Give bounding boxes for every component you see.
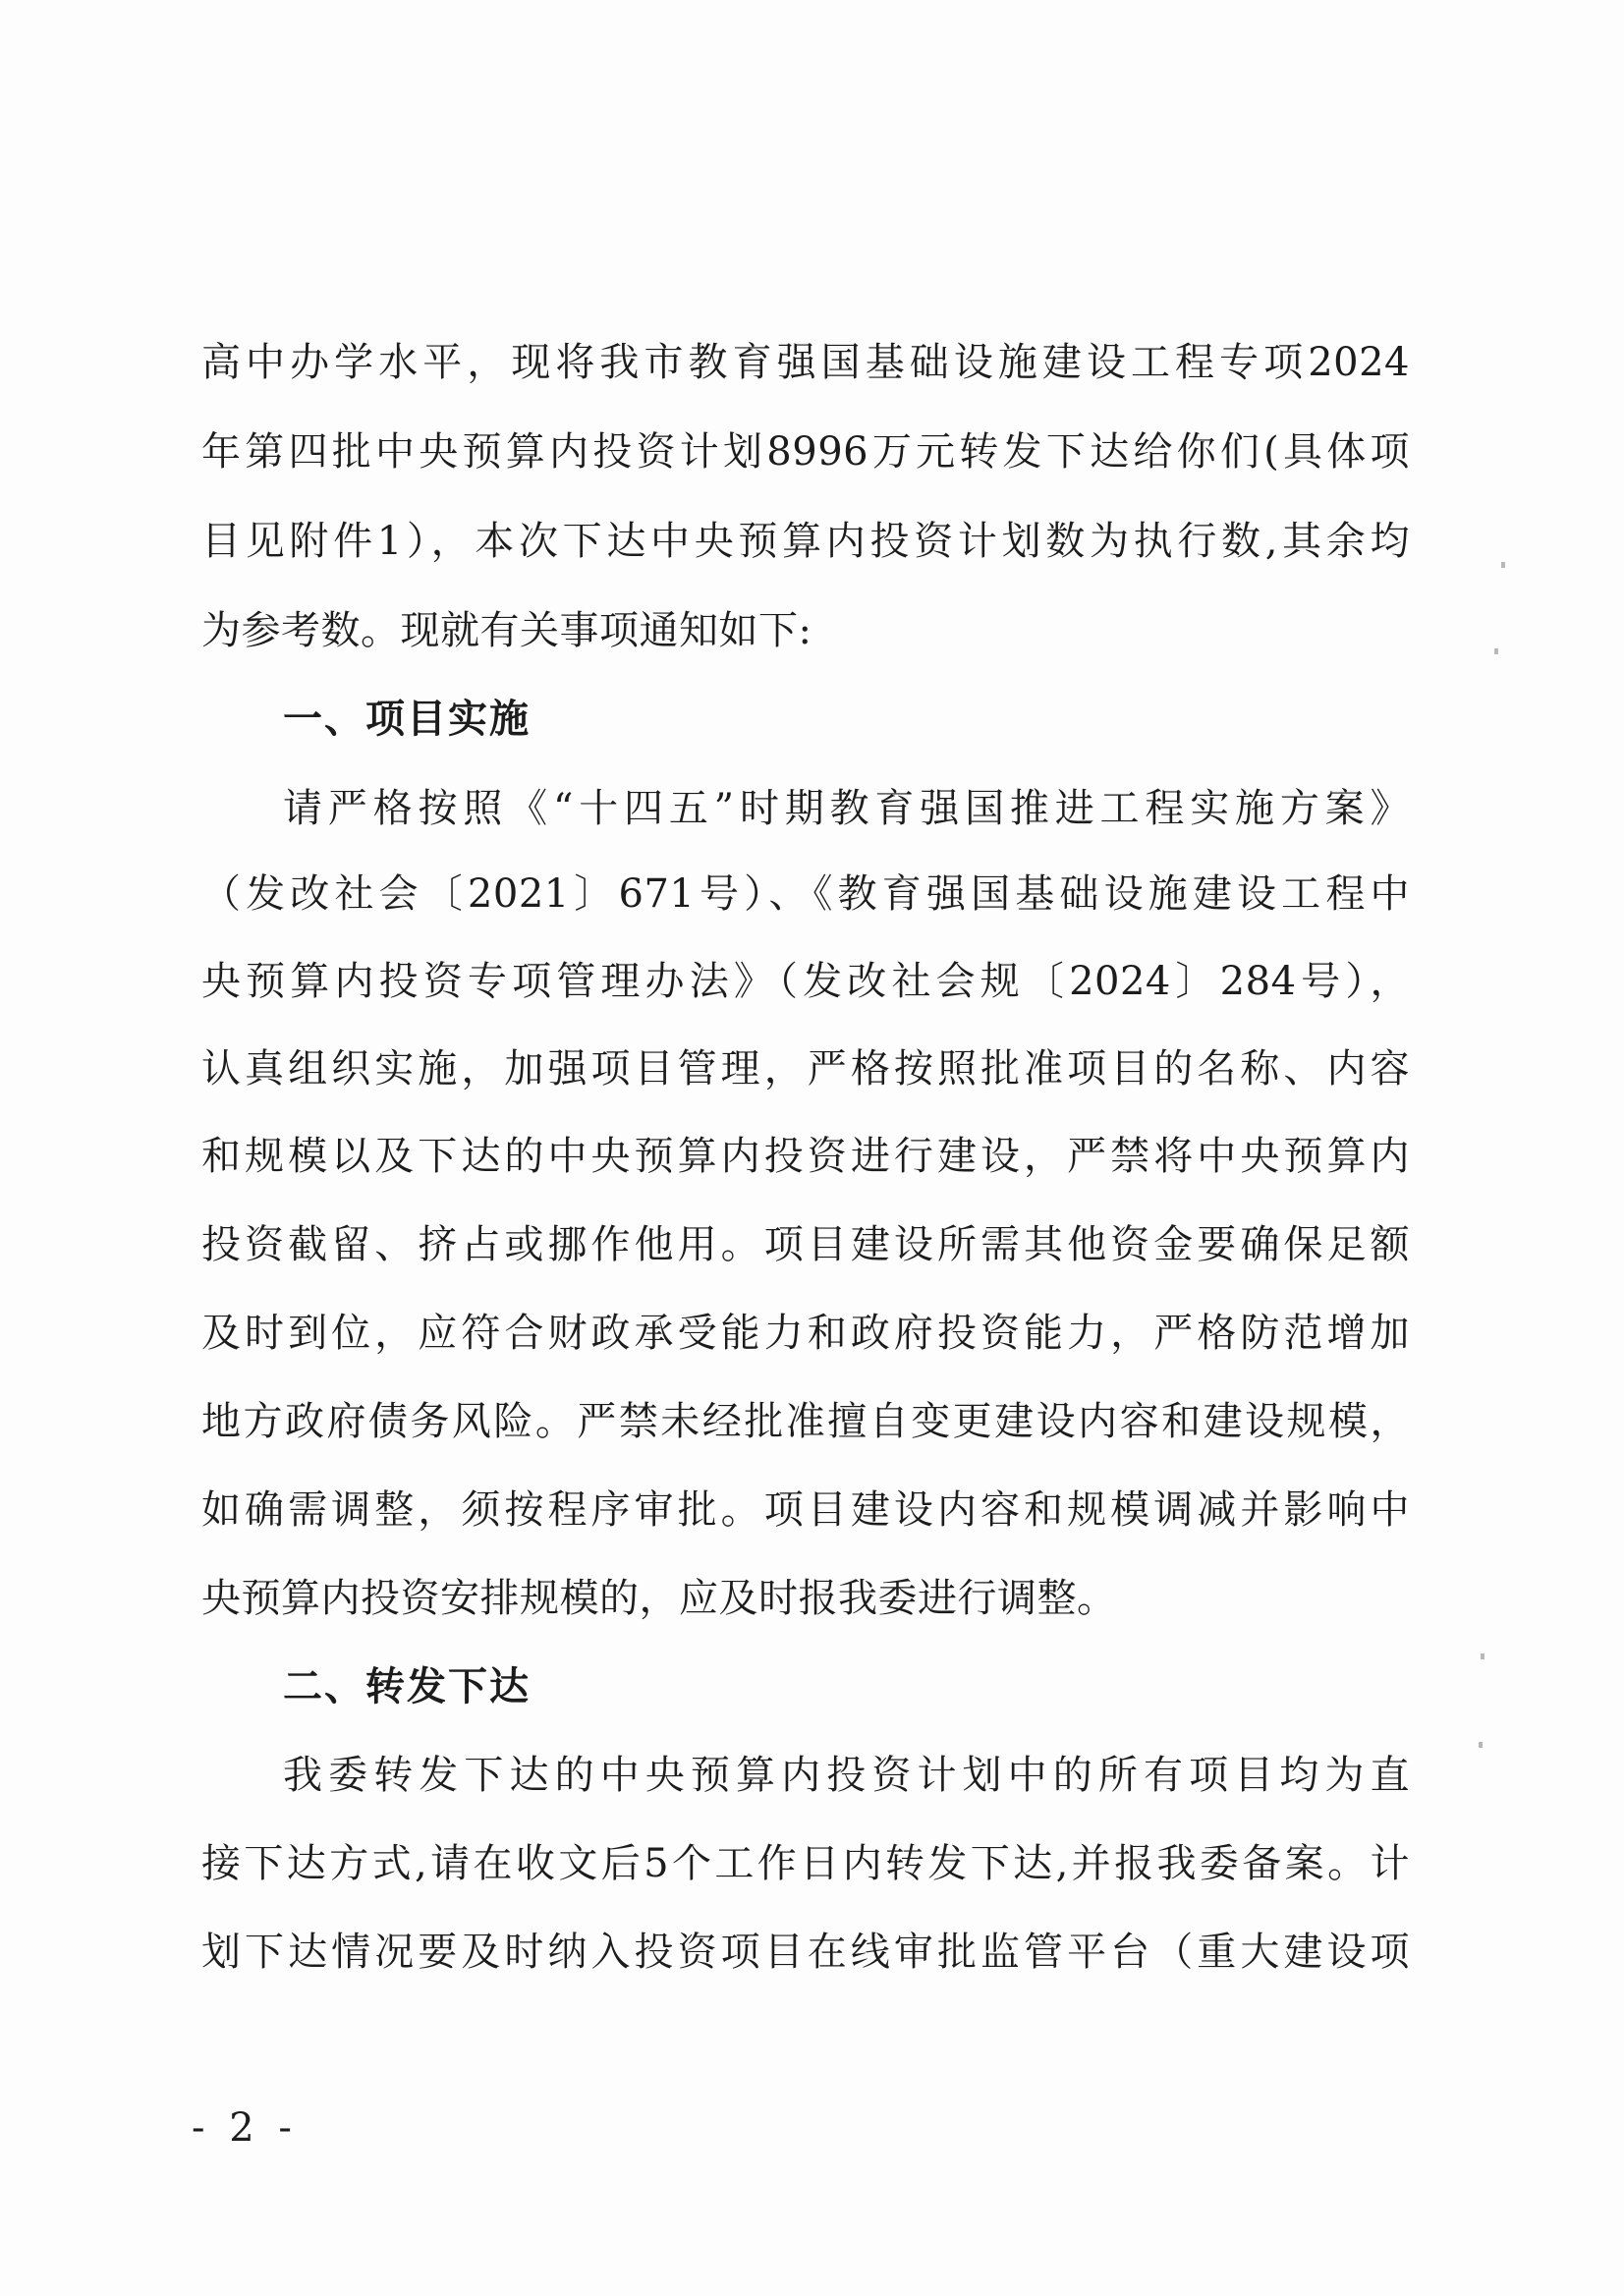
- section-heading-2: 二、转发下达: [283, 1664, 531, 1709]
- body-line-7: （发改社会〔2021〕671号）、《教育强国基础设施建设工程中: [201, 871, 1410, 917]
- body-line-18: 接下达方式,请在收文后5个工作日内转发下达,并报我委备案。计: [201, 1841, 1410, 1886]
- body-line-8: 央预算内投资专项管理办法》（发改社会规〔2024〕284号），: [201, 959, 1410, 1004]
- body-line-15: 央预算内投资安排规模的，应及时报我委进行调整。: [201, 1576, 1117, 1621]
- page-number: - 2 -: [192, 2105, 298, 2151]
- body-line-4: 为参考数。现就有关事项通知如下:: [201, 608, 812, 653]
- body-line-1: 高中办学水平，现将我市教育强国基础设施建设工程专项2024: [201, 340, 1410, 385]
- body-line-12: 及时到位，应符合财政承受能力和政府投资能力，严格防范增加: [201, 1311, 1410, 1356]
- body-line-19: 划下达情况要及时纳入投资项目在线审批监管平台（重大建设项: [201, 1930, 1410, 1975]
- body-line-2: 年第四批中央预算内投资计划8996万元转发下达给你们(具体项: [201, 429, 1410, 475]
- body-line-14: 如确需调整，须按程序审批。项目建设内容和规模调减并影响中: [201, 1487, 1410, 1533]
- body-line-3: 目见附件1），本次下达中央预算内投资计划数为执行数,其余均: [201, 519, 1410, 564]
- body-line-13: 地方政府债务风险。严禁未经批准擅自变更建设内容和建设规模，: [201, 1399, 1410, 1444]
- scan-speck: [1479, 1742, 1483, 1748]
- body-line-10: 和规模以及下达的中央预算内投资进行建设，严禁将中央预算内: [201, 1134, 1410, 1179]
- scan-speck: [1494, 648, 1498, 654]
- body-line-17: 我委转发下达的中央预算内投资计划中的所有项目均为直: [283, 1753, 1410, 1798]
- scan-speck: [1481, 1653, 1484, 1659]
- body-line-6: 请严格按照《“十四五”时期教育强国推进工程实施方案》: [283, 786, 1410, 831]
- section-heading-1: 一、项目实施: [283, 697, 531, 742]
- body-line-9: 认真组织实施，加强项目管理，严格按照批准项目的名称、内容: [201, 1046, 1410, 1092]
- scan-speck: [1501, 562, 1505, 568]
- body-line-11: 投资截留、挤占或挪作他用。项目建设所需其他资金要确保足额: [201, 1222, 1410, 1267]
